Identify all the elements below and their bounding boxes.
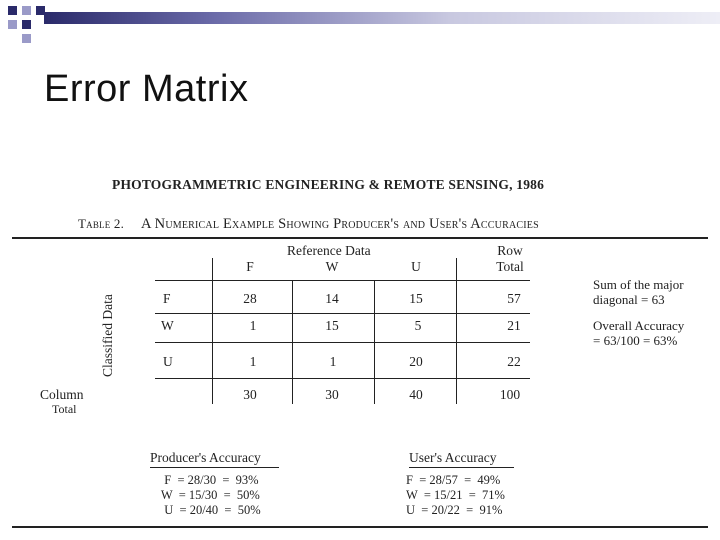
classified-data-label: Classified Data xyxy=(100,294,115,377)
matrix-vline xyxy=(374,281,375,404)
producers-accuracy-line: U = 20/40 = 50% xyxy=(158,503,261,517)
matrix-cell: 5 xyxy=(414,318,422,333)
matrix-cell: 28 xyxy=(243,291,257,306)
title-bar-gradient xyxy=(44,12,720,24)
deco-square xyxy=(8,6,17,15)
row-total-cell: 21 xyxy=(507,318,521,333)
column-header: U xyxy=(411,259,421,274)
users-accuracy-line: U = 20/22 = 91% xyxy=(406,503,503,517)
matrix-cell: 15 xyxy=(325,318,339,333)
matrix-vline xyxy=(212,258,213,404)
sum-major-line: diagonal = 63 xyxy=(593,292,665,307)
matrix-cell: 15 xyxy=(409,291,423,306)
row-total-cell: 57 xyxy=(507,291,521,306)
column-header: F xyxy=(246,259,254,274)
matrix-cell: 1 xyxy=(329,354,337,369)
producers-underline xyxy=(150,467,279,468)
matrix-cell: 14 xyxy=(325,291,339,306)
column-total-label: Column xyxy=(40,387,84,402)
table-caption xyxy=(78,216,539,233)
deco-square xyxy=(8,20,17,29)
reference-data-label: Reference Data xyxy=(287,243,371,258)
sum-major-line: Sum of the major xyxy=(593,277,684,292)
row-label: W xyxy=(161,318,174,333)
page-title: Error Matrix xyxy=(44,68,249,110)
users-accuracy-line: W = 15/21 = 71% xyxy=(406,488,505,502)
column-total-cell: 100 xyxy=(499,387,521,402)
column-header: W xyxy=(325,259,339,274)
users-accuracy-line: F = 28/57 = 49% xyxy=(406,473,501,487)
matrix-vline xyxy=(456,258,457,404)
users-underline xyxy=(409,467,514,468)
producers-accuracy-line: W = 15/30 = 50% xyxy=(158,488,260,502)
producers-accuracy-title: Producer's Accuracy xyxy=(150,450,261,465)
deco-square xyxy=(22,6,31,15)
caption-text: A Numerical Example Showing Producer's and User's Accuracies xyxy=(140,216,539,232)
deco-square xyxy=(22,20,31,29)
table-top-rule xyxy=(12,237,708,239)
bottom-rule xyxy=(12,526,708,528)
row-total-header: Total xyxy=(496,259,524,274)
column-total-label: Total xyxy=(52,402,77,416)
row-label: U xyxy=(163,354,173,369)
deco-square xyxy=(22,34,31,43)
journal-header: PHOTOGRAMMETRIC ENGINEERING & REMOTE SENSING, 1986 xyxy=(112,177,545,192)
matrix-cell: 1 xyxy=(249,354,257,369)
matrix-cell: 1 xyxy=(249,318,257,333)
overall-accuracy-line: = 63/100 = 63% xyxy=(593,333,678,348)
matrix-vline xyxy=(292,281,293,404)
row-total-cell: 22 xyxy=(507,354,521,369)
overall-accuracy-line: Overall Accuracy xyxy=(593,318,685,333)
column-total-cell: 30 xyxy=(243,387,257,402)
producers-accuracy-line: F = 28/30 = 93% xyxy=(158,473,259,487)
caption-prefix: Table 2. xyxy=(78,216,125,231)
matrix-cell: 20 xyxy=(409,354,423,369)
column-total-cell: 30 xyxy=(325,387,339,402)
slide-decoration xyxy=(0,0,720,46)
sum-major-diagonal xyxy=(593,277,684,307)
column-total-cell: 40 xyxy=(409,387,423,402)
row-label: F xyxy=(163,291,171,306)
row-total-header: Row xyxy=(497,243,523,258)
overall-accuracy xyxy=(593,318,684,348)
users-accuracy-title: User's Accuracy xyxy=(409,450,497,465)
